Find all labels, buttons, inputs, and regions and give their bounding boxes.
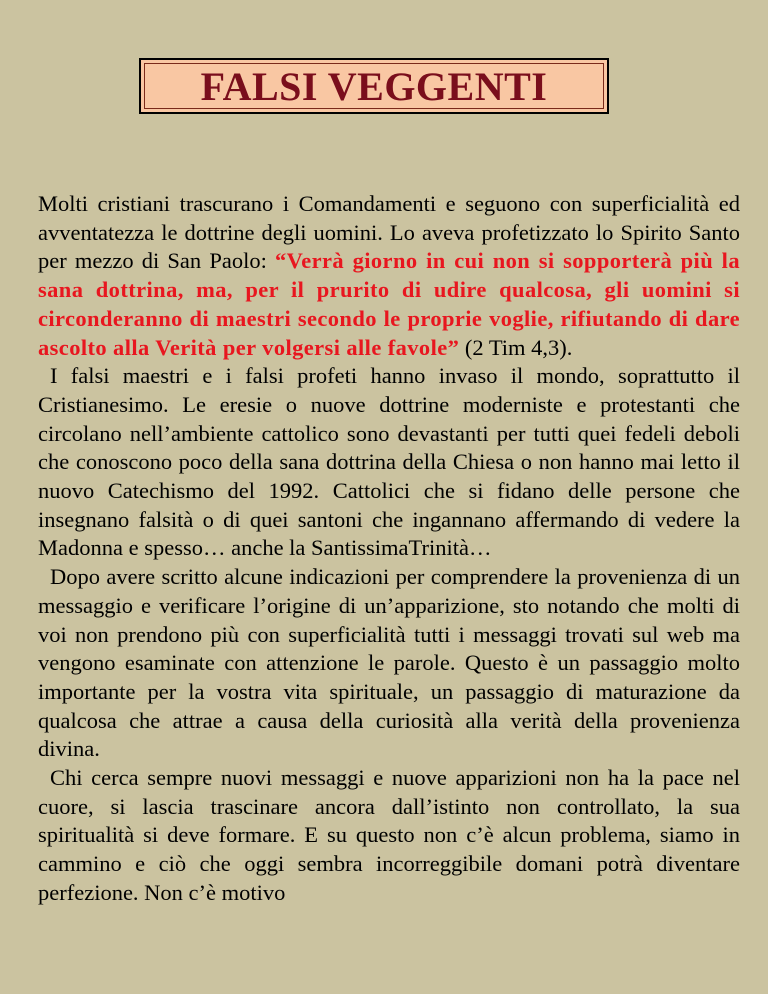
paragraph-1-intro: Molti cristiani trascurano i Comandamenti e seguono con superficialità ed avventatezza le dottrine degli uomini. Lo aveva profetizzato lo Spirito Santo per mezzo di San Paolo:	[38, 191, 740, 274]
scripture-reference: (2 Tim 4,3).	[459, 334, 573, 360]
page-title: FALSI VEGGENTI	[200, 63, 548, 109]
paragraph-3: Dopo avere scritto alcune indicazioni per comprendere la provenienza di un messaggio e verificare l’origine di un’apparizione, sto notando che molti di voi non prendono più con superficialità tutti i messaggi trovati sul web ma vengono esaminate con attenzione le parole. Questo è un passaggio molto importante per la vostra vita spirituale, un passaggio di maturazione da qualcosa che attrae a causa della curiosità alla verità della provenienza divina.	[38, 564, 740, 762]
paragraph-4: Chi cerca sempre nuovi messaggi e nuove apparizioni non ha la pace nel cuore, si lascia trascinare ancora dall’istinto non controllato, la sua spiritualità si deve formare. E su questo non c’è alcun problema, siamo in cammino e ciò che oggi sembra incorreggibile domani potrà diventare perfezione. Non c’è motivo	[38, 765, 740, 905]
paragraph-2: I falsi maestri e i falsi profeti hanno invaso il mondo, soprattutto il Cristianesimo. Le eresie o nuove dottrine moderniste e protestanti che circolano nell’ambiente cattolico sono devastanti per tutti quei fedeli deboli che conoscono poco della sana dottrina della Chiesa o non hanno mai letto il nuovo Catechismo del 1992. Cattolici che si fidano delle persone che insegnano falsità o di quei santoni che ingannano affermando di vedere la Madonna e spesso… anche la SantissimaTrinità…	[38, 363, 740, 561]
scripture-quote: “Verrà giorno in cui non si sopporterà più la sana dottrina, ma, per il prurito di udire qualcosa, gli uomini si circonderanno di maestri secondo le proprie voglie, rifiutando di dare ascolto alla Verità per volgersi alle favole”	[38, 248, 740, 360]
title-box	[139, 58, 609, 114]
article-body	[38, 190, 740, 908]
paragraph-1	[38, 190, 740, 362]
